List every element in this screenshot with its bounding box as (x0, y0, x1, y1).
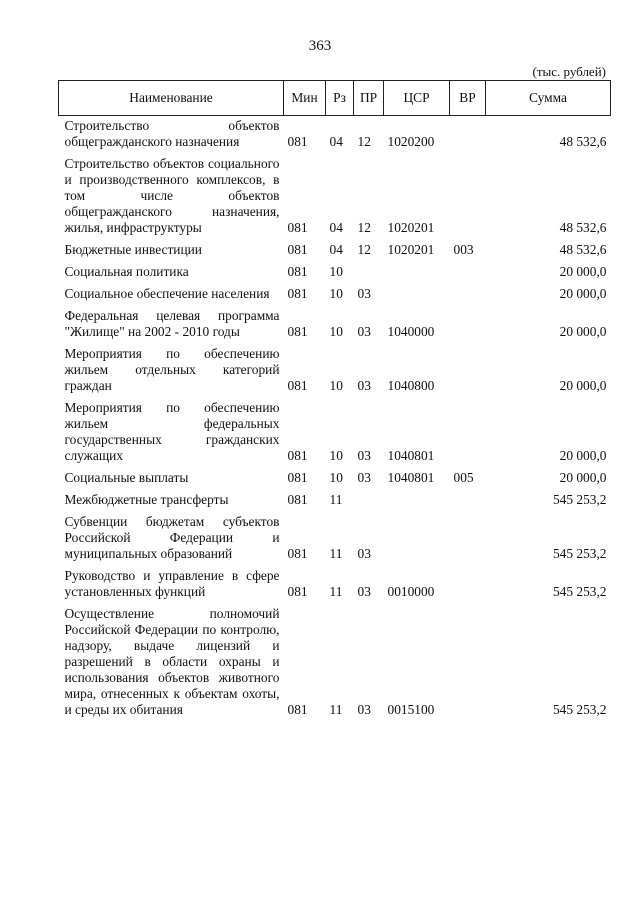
row-rz: 11 (329, 702, 343, 717)
row-vr (450, 344, 486, 398)
table-row (59, 116, 611, 155)
table-body (59, 116, 611, 723)
row-pr: 03 (357, 584, 371, 599)
row-sum: 20 000,0 (559, 264, 607, 279)
row-vr (450, 262, 486, 284)
row-vr (450, 306, 486, 344)
row-pr (354, 262, 384, 284)
row-csr (384, 284, 450, 306)
row-rz: 04 (329, 242, 343, 257)
row-vr (450, 284, 486, 306)
row-pr: 03 (357, 470, 371, 485)
table-row (59, 604, 611, 722)
row-min: 081 (287, 378, 308, 393)
header-min: Мин (284, 81, 326, 116)
row-name: Мероприятия по обеспечению жильем отдельных категорий граждан (64, 346, 280, 393)
row-min: 081 (287, 584, 308, 599)
table-row (59, 344, 611, 398)
row-csr: 1020201 (387, 242, 435, 257)
row-vr (450, 490, 486, 512)
table-row (59, 240, 611, 262)
row-vr (450, 154, 486, 240)
row-vr (450, 398, 486, 468)
row-sum: 545 253,2 (552, 492, 607, 507)
row-name: Социальные выплаты (64, 470, 189, 485)
table-row (59, 490, 611, 512)
header-pr: ПР (354, 81, 384, 116)
row-min: 081 (287, 264, 308, 279)
header-rz: Рз (326, 81, 354, 116)
row-name: Руководство и управление в сфере установленных функций (64, 568, 280, 599)
row-min: 081 (287, 492, 308, 507)
header-sum: Сумма (486, 81, 611, 116)
row-min: 081 (287, 470, 308, 485)
row-csr: 1020200 (387, 134, 435, 149)
row-name: Межбюджетные трансферты (64, 492, 229, 507)
row-name: Субвенции бюджетам субъектов Российской Федерации и муниципальных образований (64, 514, 280, 561)
row-csr (384, 512, 450, 566)
row-name: Мероприятия по обеспечению жильем федеральных государственных гражданских служащих (64, 400, 280, 463)
row-sum: 20 000,0 (559, 378, 607, 393)
row-vr: 003 (453, 242, 474, 257)
table-row (59, 398, 611, 468)
row-sum: 48 532,6 (559, 242, 607, 257)
row-min: 081 (287, 448, 308, 463)
row-vr (450, 566, 486, 604)
row-sum: 20 000,0 (559, 470, 607, 485)
page-number: 363 (308, 38, 332, 54)
row-csr (384, 262, 450, 284)
row-rz: 10 (329, 286, 343, 301)
row-name: Строительство объектов общегражданского назначения (64, 118, 280, 149)
row-name: Осуществление полномочий Российской Федерации по контролю, надзору, выдаче лицензий и разрешений в области охраны и использования объектов животного мира, отнесенных к объектам охоты, и среды их обитания (64, 606, 280, 717)
row-pr: 03 (357, 378, 371, 393)
row-sum: 545 253,2 (552, 546, 607, 561)
table-row (59, 262, 611, 284)
row-csr: 0010000 (387, 584, 435, 599)
table-header (59, 81, 611, 116)
row-min: 081 (287, 134, 308, 149)
row-pr: 12 (357, 242, 371, 257)
row-rz: 10 (329, 448, 343, 463)
row-sum: 20 000,0 (559, 324, 607, 339)
row-pr: 03 (357, 286, 371, 301)
row-rz: 10 (329, 470, 343, 485)
row-pr: 12 (357, 220, 371, 235)
row-rz: 11 (329, 584, 343, 599)
row-name: Бюджетные инвестиции (64, 242, 202, 257)
row-sum: 20 000,0 (559, 286, 607, 301)
table-row (59, 512, 611, 566)
row-pr: 12 (357, 134, 371, 149)
row-csr: 0015100 (387, 702, 435, 717)
table-row (59, 566, 611, 604)
table-row (59, 154, 611, 240)
row-sum: 545 253,2 (552, 584, 607, 599)
row-min: 081 (287, 702, 308, 717)
row-min: 081 (287, 286, 308, 301)
row-min: 081 (287, 242, 308, 257)
row-name: Социальное обеспечение населения (64, 286, 270, 301)
row-sum: 20 000,0 (559, 448, 607, 463)
row-vr (450, 512, 486, 566)
row-csr: 1020201 (387, 220, 435, 235)
budget-table (58, 80, 611, 722)
table-row (59, 306, 611, 344)
row-sum: 545 253,2 (552, 702, 607, 717)
row-pr: 03 (357, 546, 371, 561)
row-name: Социальная политика (64, 264, 189, 279)
row-csr: 1040800 (387, 378, 435, 393)
row-name: Федеральная целевая программа "Жилище" на 2002 - 2010 годы (64, 308, 280, 339)
row-pr: 03 (357, 448, 371, 463)
row-name: Строительство объектов социального и производственного комплексов, в том числе объектов общегражданского назначения, жилья, инфраструктуры (64, 156, 280, 235)
row-rz: 10 (329, 378, 343, 393)
row-pr (354, 490, 384, 512)
row-min: 081 (287, 220, 308, 235)
row-rz: 04 (329, 220, 343, 235)
row-sum: 48 532,6 (559, 134, 607, 149)
row-vr (450, 116, 486, 155)
row-min: 081 (287, 324, 308, 339)
table-row (59, 284, 611, 306)
row-pr: 03 (357, 324, 371, 339)
row-rz: 10 (329, 324, 343, 339)
row-csr: 1040801 (387, 448, 435, 463)
row-pr: 03 (357, 702, 371, 717)
row-rz: 11 (329, 546, 343, 561)
header-name: Наименование (59, 81, 284, 116)
row-csr: 1040000 (387, 324, 435, 339)
row-rz: 10 (329, 264, 343, 279)
header-csr: ЦСР (384, 81, 450, 116)
row-vr (450, 604, 486, 722)
table-row (59, 468, 611, 490)
row-vr: 005 (453, 470, 474, 485)
units-label: (тыс. рублей) (532, 64, 606, 79)
row-rz: 11 (329, 492, 343, 507)
row-rz: 04 (329, 134, 343, 149)
row-csr (384, 490, 450, 512)
row-csr: 1040801 (387, 470, 435, 485)
row-min: 081 (287, 546, 308, 561)
row-sum: 48 532,6 (559, 220, 607, 235)
header-vr: ВР (450, 81, 486, 116)
